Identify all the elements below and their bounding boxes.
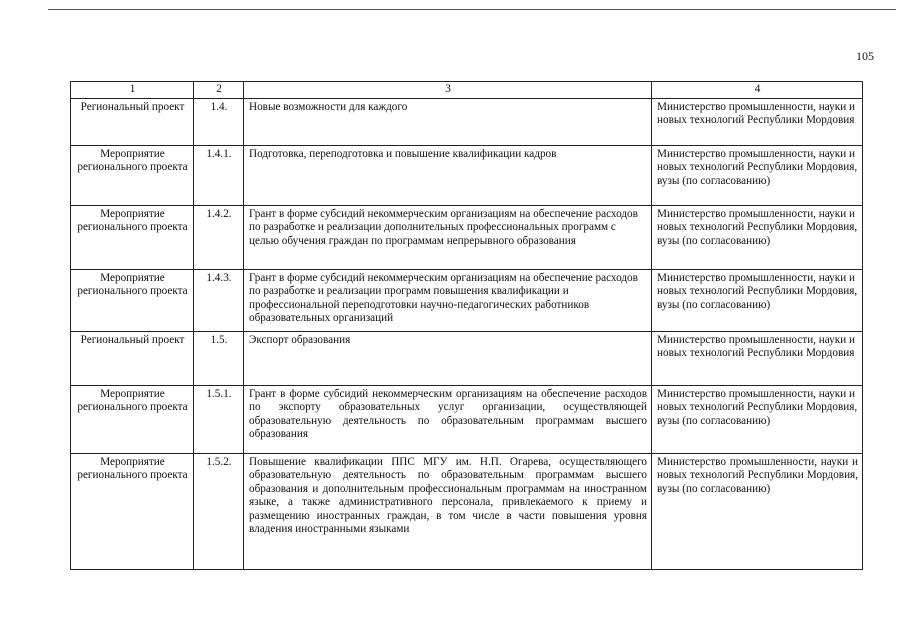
row-description: Новые возможности для каждого <box>244 99 652 146</box>
row-responsible: Министерство промышленности, науки и новых технологий Республики Мордовия, вузы (по согласованию) <box>652 206 863 270</box>
row-number: 1.4.1. <box>194 146 244 206</box>
table-row <box>71 146 863 206</box>
row-description: Грант в форме субсидий некоммерческим организациям на обеспечение расходов по экспорту образовательных услуг организации, осуществляющей образовательную деятельность по образовательным программам высшего образования <box>244 386 652 454</box>
column-header-description: 3 <box>244 82 652 99</box>
table-row <box>71 99 863 146</box>
table-row <box>71 206 863 270</box>
row-number: 1.4. <box>194 99 244 146</box>
column-header-responsible: 4 <box>652 82 863 99</box>
row-description: Подготовка, переподготовка и повышение квалификации кадров <box>244 146 652 206</box>
row-responsible: Министерство промышленности, науки и новых технологий Республики Мордовия, вузы (по согласованию) <box>652 270 863 332</box>
row-type: Мероприятие регионального проекта <box>71 146 194 206</box>
column-header-number: 2 <box>194 82 244 99</box>
row-number: 1.5.2. <box>194 454 244 570</box>
row-responsible: Министерство промышленности, науки и новых технологий Республики Мордовия <box>652 99 863 146</box>
row-description: Грант в форме субсидий некоммерческим организациям на обеспечение расходов по разработке и реализации дополнительных профессиональных программ с целью обучения граждан по программам непрерывного образования <box>244 206 652 270</box>
table-header-row <box>71 82 863 99</box>
row-type: Мероприятие регионального проекта <box>71 270 194 332</box>
table-row <box>71 386 863 454</box>
row-number: 1.5. <box>194 332 244 386</box>
row-number: 1.4.2. <box>194 206 244 270</box>
row-type: Мероприятие регионального проекта <box>71 454 194 570</box>
column-header-type: 1 <box>71 82 194 99</box>
page-number: 105 <box>856 49 874 63</box>
row-type: Региональный проект <box>71 99 194 146</box>
row-number: 1.4.3. <box>194 270 244 332</box>
row-type: Мероприятие регионального проекта <box>71 206 194 270</box>
table-row <box>71 332 863 386</box>
row-type: Мероприятие регионального проекта <box>71 386 194 454</box>
row-responsible: Министерство промышленности, науки и новых технологий Республики Мордовия, вузы (по согласованию) <box>652 454 863 570</box>
activities-table <box>70 81 863 570</box>
row-description: Грант в форме субсидий некоммерческим организациям на обеспечение расходов по разработке и реализации программ повышения квалификации и профессиональной переподготовки научно-педагогических работников образовательных организаций <box>244 270 652 332</box>
row-responsible: Министерство промышленности, науки и новых технологий Республики Мордовия, вузы (по согласованию) <box>652 386 863 454</box>
top-divider <box>48 9 896 10</box>
row-number: 1.5.1. <box>194 386 244 454</box>
row-description: Экспорт образования <box>244 332 652 386</box>
row-responsible: Министерство промышленности, науки и новых технологий Республики Мордовия, вузы (по согласованию) <box>652 146 863 206</box>
row-responsible: Министерство промышленности, науки и новых технологий Республики Мордовия <box>652 332 863 386</box>
row-type: Региональный проект <box>71 332 194 386</box>
table-row <box>71 454 863 570</box>
table-row <box>71 270 863 332</box>
row-description: Повышение квалификации ППС МГУ им. Н.П. Огарева, осуществляющего образовательную деятельность по образовательным программам высшего образования и дополнительным профессиональным программам на иностранном языке, а также административного персонала, привлекаемого к приему и размещению иностранных граждан, в том числе в части повышения уровня владения иностранными языками <box>244 454 652 570</box>
